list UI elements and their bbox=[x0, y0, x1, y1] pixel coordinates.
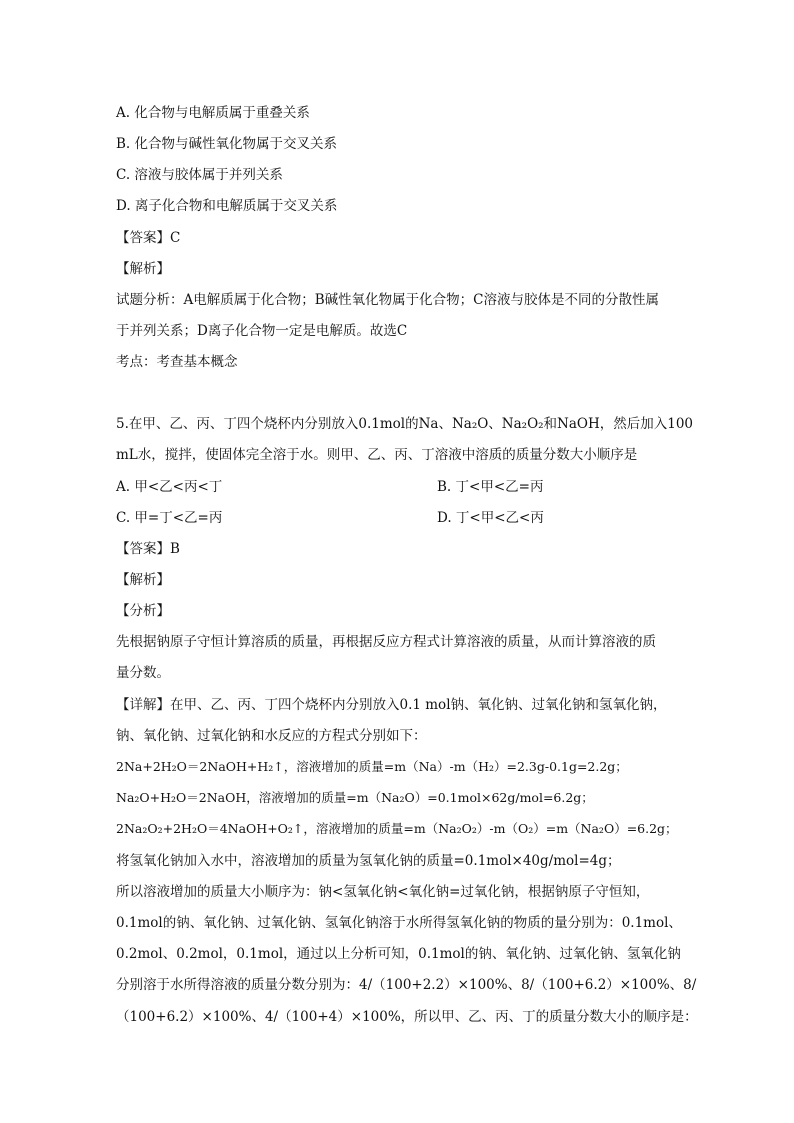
q5-detail-line-8: 0.1mol的钠、氧化钠、过氧化钠、氢氧化钠溶于水所得氢氧化钠的物质的量分别为：0.1mol、 bbox=[116, 915, 682, 931]
q5-detail-line-7: 所以溶液增加的质量大小顺序为：钠<氢氧化钠<氧化钠=过氧化钠，根据钠原子守恒知， bbox=[116, 884, 650, 900]
q5-option-d: D. 丁<甲<乙<丙 bbox=[437, 510, 544, 526]
q5-equation-1: 2Na+2H₂O＝2NaOH+H₂↑，溶液增加的质量=m（Na）-m（H₂）=2.3g-0.1g=2.2g； bbox=[116, 759, 628, 774]
q5-detail-line-10: 分别溶于水所得溶液的质量分数分别为：4/（100+2.2）×100%、8/（100+6.2）×100%、8/ bbox=[116, 977, 697, 993]
q5-stem-line-2: mL水，搅拌，使固体完全溶于水。则甲、乙、丙、丁溶液中溶质的质量分数大小顺序是 bbox=[116, 447, 638, 463]
q4-answer: 【答案】C bbox=[116, 230, 181, 246]
q5-detail-line-9: 0.2mol、0.2mol，0.1mol，通过以上分析可知，0.1mol的钠、氧化钠、过氧化钠、氢氧化钠 bbox=[116, 946, 681, 962]
q5-option-c: C. 甲=丁<乙=丙 bbox=[116, 510, 223, 526]
q5-fenxi-line-2: 量分数。 bbox=[116, 665, 170, 681]
q4-option-c: C. 溶液与胶体属于并列关系 bbox=[116, 167, 283, 183]
q5-option-b: B. 丁<甲<乙=丙 bbox=[437, 479, 544, 495]
q5-detail-line-2: 钠、氧化钠、过氧化钠和水反应的方程式分别如下： bbox=[116, 728, 427, 744]
q5-detail-line-11: （100+6.2）×100%、4/（100+4）×100%，所以甲、乙、丙、丁的质量分数大小的顺序是： bbox=[116, 1009, 698, 1025]
q4-option-b: B. 化合物与碱性氧化物属于交叉关系 bbox=[116, 136, 338, 152]
q5-answer: 【答案】B bbox=[116, 541, 180, 557]
q4-analysis-line-2: 于并列关系；D离子化合物一定是电解质。故选C bbox=[116, 323, 408, 339]
q5-equation-3: 2Na₂O₂+2H₂O＝4NaOH+O₂↑，溶液增加的质量=m（Na₂O₂）-m（O₂）=m（Na₂O）=6.2g； bbox=[116, 821, 678, 836]
q5-analysis-header: 【解析】 bbox=[116, 572, 170, 588]
q4-kaodian: 考点：考查基本概念 bbox=[116, 354, 238, 370]
q5-detail-line-6: 将氢氧化钠加入水中，溶液增加的质量为氢氧化钠的质量=0.1mol×40g/mol=4g； bbox=[116, 853, 621, 869]
q5-detail-line-1: 【详解】在甲、乙、丙、丁四个烧杯内分别放入0.1 mol钠、氧化钠、过氧化钠和氢氧化钠， bbox=[116, 697, 667, 713]
q5-stem-line-1: 5.在甲、乙、丙、丁四个烧杯内分别放入0.1mol的Na、Na₂O、Na₂O₂和NaOH，然后加入100 bbox=[116, 416, 694, 432]
q5-option-a: A. 甲<乙<丙<丁 bbox=[116, 479, 223, 495]
q5-fenxi-line-1: 先根据钠原子守恒计算溶质的质量，再根据反应方程式计算溶液的质量，从而计算溶液的质 bbox=[116, 634, 656, 650]
q5-equation-2: Na₂O+H₂O＝2NaOH，溶液增加的质量=m（Na₂O）=0.1mol×62g/mol=6.2g； bbox=[116, 790, 594, 805]
q4-analysis-header: 【解析】 bbox=[116, 261, 170, 277]
q5-fenxi-header: 【分析】 bbox=[116, 603, 170, 619]
q4-option-a: A. 化合物与电解质属于重叠关系 bbox=[116, 105, 310, 121]
q4-option-d: D. 离子化合物和电解质属于交叉关系 bbox=[116, 198, 338, 214]
q4-analysis-line-1: 试题分析：A电解质属于化合物；B碱性氧化物属于化合物；C溶液与胶体是不同的分散性属 bbox=[116, 292, 659, 308]
